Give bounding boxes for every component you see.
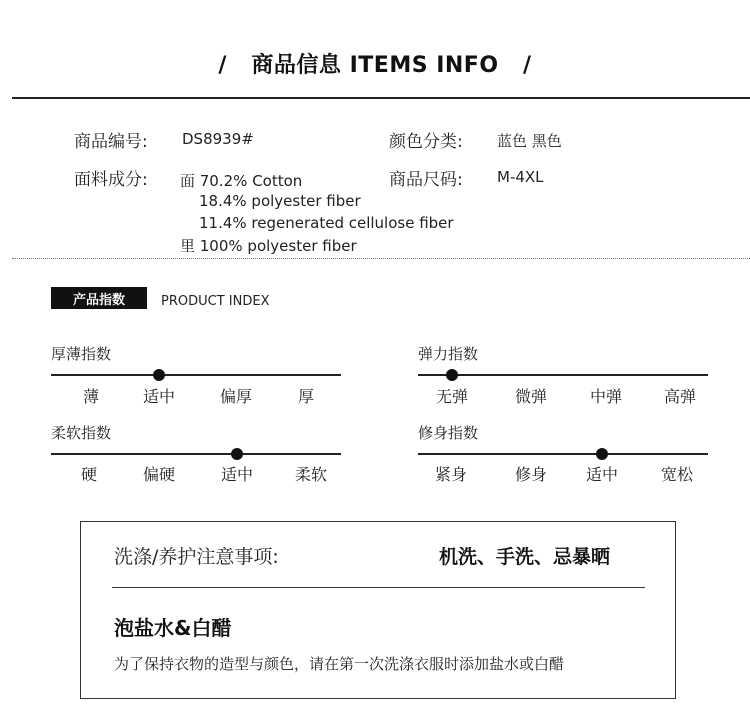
- scale-option: 硬: [80, 465, 98, 484]
- fabric-label: 面料成分:: [74, 170, 148, 190]
- scale-indicator-dot: [231, 448, 243, 460]
- scale-option: 无弹: [435, 387, 469, 406]
- care-value: 机洗、手洗、忌暴晒: [439, 546, 611, 568]
- product-index-badge: 产品指数: [51, 287, 147, 309]
- fabric-line-lining: 里 100% polyester fiber: [180, 237, 357, 255]
- scale-option: 修身: [514, 465, 548, 484]
- scale-title: 修身指数: [418, 424, 479, 442]
- size-label: 商品尺码:: [389, 170, 463, 190]
- scale-title: 柔软指数: [51, 424, 112, 442]
- section-title: / 商品信息 ITEMS INFO /: [218, 53, 532, 78]
- header-divider: [12, 97, 750, 99]
- size-value: M-4XL: [497, 168, 544, 186]
- scale-option: 厚: [297, 387, 315, 406]
- color-label: 颜色分类:: [389, 132, 463, 152]
- scale-option: 适中: [220, 465, 254, 484]
- info-divider: [12, 258, 750, 259]
- care-divider: [112, 587, 645, 588]
- scale-option: 薄: [82, 387, 100, 406]
- fabric-line: 18.4% polyester fiber: [199, 192, 361, 210]
- scale-indicator-dot: [446, 369, 458, 381]
- scale-option: 紧身: [434, 465, 468, 484]
- care-tip-title: 泡盐水&白醋: [114, 616, 232, 640]
- care-tip-text: 为了保持衣物的造型与颜色，请在第一次洗涤衣服时添加盐水或白醋: [114, 655, 565, 673]
- scale-indicator-dot: [153, 369, 165, 381]
- product-index-subtitle: PRODUCT INDEX: [161, 294, 270, 309]
- scale-option: 适中: [142, 387, 176, 406]
- scale-option: 柔软: [294, 465, 328, 484]
- scale-option: 宽松: [660, 465, 694, 484]
- care-instructions-box: [80, 521, 676, 699]
- scale-option: 偏厚: [219, 387, 253, 406]
- scale-option: 高弹: [663, 387, 697, 406]
- scale-option: 中弹: [589, 387, 623, 406]
- fabric-line: 11.4% regenerated cellulose fiber: [199, 214, 454, 232]
- scale-title: 厚薄指数: [51, 345, 112, 363]
- care-label: 洗涤/养护注意事项:: [114, 546, 279, 568]
- scale-option: 偏硬: [142, 465, 176, 484]
- scale-line: [51, 374, 341, 376]
- item-code-label: 商品编号:: [74, 132, 148, 152]
- scale-line: [418, 374, 708, 376]
- scale-line: [418, 453, 708, 455]
- scale-title: 弹力指数: [418, 345, 479, 363]
- fabric-line-outer: 面 70.2% Cotton: [180, 172, 303, 190]
- scale-indicator-dot: [596, 448, 608, 460]
- scale-option: 微弹: [514, 387, 548, 406]
- color-value: 蓝色 黑色: [497, 132, 562, 150]
- scale-line: [51, 453, 341, 455]
- scale-option: 适中: [585, 465, 619, 484]
- item-code-value: DS8939#: [182, 130, 254, 148]
